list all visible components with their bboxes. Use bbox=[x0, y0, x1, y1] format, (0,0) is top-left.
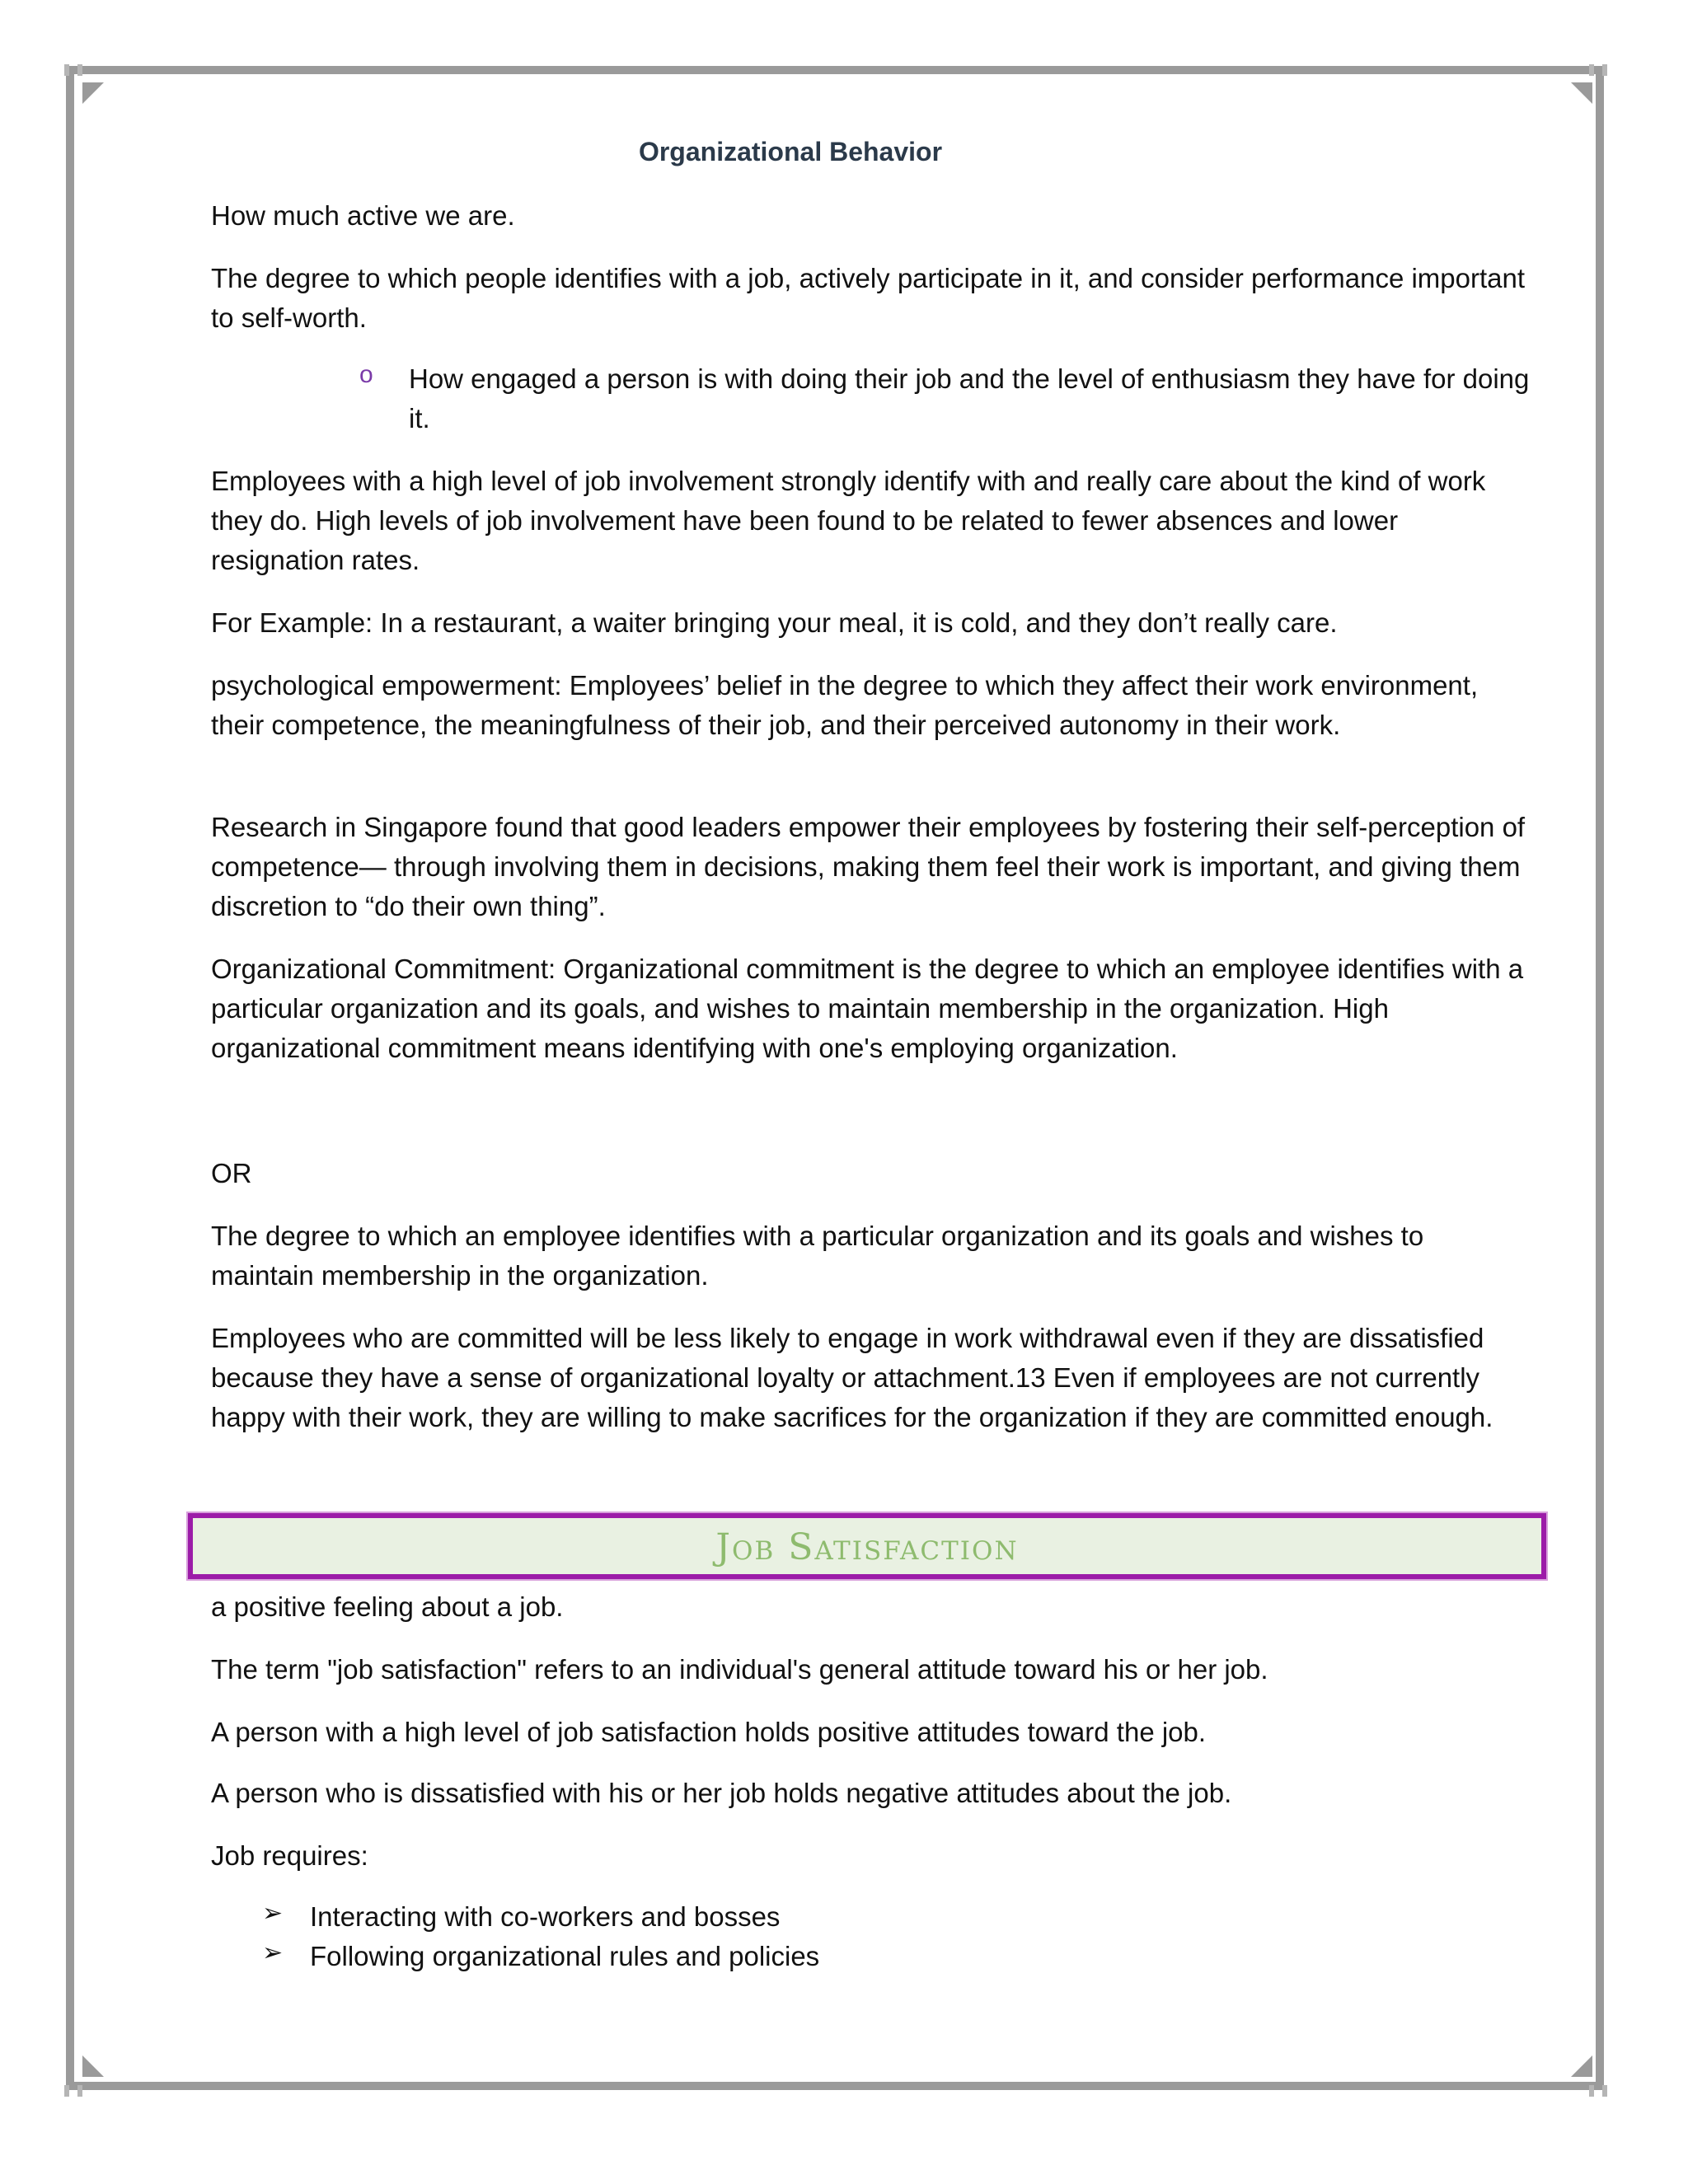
paragraph: psychological empowerment: Employees’ belief in the degree to which they affect their work environment, their competence, the meaningfulness of their job, and their perceived autonomy in their work. bbox=[211, 670, 1479, 740]
paragraph: Research in Singapore found that good leaders empower their employees by fostering their self-perception of competence— through involving them in decisions, making them feel their work is important, and giving them discretion to “do their own thing”. bbox=[211, 812, 1526, 921]
corner-triangle-bottom-left bbox=[82, 2055, 104, 2077]
list-item: Following organizational rules and policies bbox=[310, 1941, 820, 1971]
section-paragraph: A person who is dissatisfied with his or her job holds negative attitudes about the job. bbox=[211, 1778, 1232, 1808]
corner-tick bbox=[1589, 2085, 1594, 2097]
page-title: Organizational Behavior bbox=[638, 137, 943, 166]
section-paragraph: Job requires: bbox=[211, 1840, 368, 1871]
section-paragraph: A person with a high level of job satisfaction holds positive attitudes toward the job. bbox=[211, 1717, 1207, 1747]
paragraph: The degree to which people identifies with a job, actively participate in it, and consider performance important to self-worth. bbox=[211, 263, 1526, 333]
paragraph: For Example: In a restaurant, a waiter bringing your meal, it is cold, and they don’t really care. bbox=[211, 607, 1338, 638]
sub-bullet-marker: o bbox=[359, 361, 373, 388]
corner-tick bbox=[1589, 64, 1594, 76]
corner-tick bbox=[64, 64, 69, 76]
paragraph: Employees with a high level of job involvement strongly identify with and really care about the kind of work they do. High levels of job involvement have been found to be related to fewer absences and lower resignation rates. bbox=[211, 466, 1486, 575]
section-paragraph: The term "job satisfaction" refers to an individual's general attitude toward his or her job. bbox=[211, 1654, 1268, 1685]
sub-bullet-text: How engaged a person is with doing their job and the level of enthusiasm they have for doing it. bbox=[409, 363, 1530, 434]
paragraph: Organizational Commitment: Organizational commitment is the degree to which an employee identifies with a particular organization and its goals, and wishes to maintain membership in the organization. High organizational commitment means identifying with one's employing organization. bbox=[211, 954, 1524, 1063]
corner-triangle-top-left bbox=[82, 82, 104, 104]
paragraph: How much active we are. bbox=[211, 200, 515, 231]
corner-tick bbox=[77, 2085, 82, 2097]
paragraph: The degree to which an employee identifies with a particular organization and its goals and wishes to maintain membership in the organization. bbox=[211, 1221, 1424, 1291]
page-border-bottom bbox=[66, 2082, 1604, 2090]
list-item: Interacting with co-workers and bosses bbox=[310, 1901, 781, 1932]
arrow-bullet-icon: ➢ bbox=[262, 1900, 284, 1927]
corner-tick bbox=[77, 64, 82, 76]
corner-triangle-top-right bbox=[1571, 82, 1592, 104]
page-border-left bbox=[66, 66, 74, 2090]
corner-triangle-bottom-right bbox=[1571, 2055, 1592, 2077]
corner-tick bbox=[1602, 2085, 1607, 2097]
section-heading: Job Satisfaction bbox=[715, 1526, 1019, 1568]
section-paragraph: a positive feeling about a job. bbox=[211, 1591, 564, 1622]
section-heading-box bbox=[188, 1513, 1546, 1579]
page-border-right bbox=[1596, 66, 1604, 2090]
paragraph: OR bbox=[211, 1158, 252, 1188]
corner-tick bbox=[64, 2085, 69, 2097]
corner-tick bbox=[1602, 64, 1607, 76]
paragraph: Employees who are committed will be less likely to engage in work withdrawal even if they are dissatisfied because they have a sense of organizational loyalty or attachment.13 Even if employees are not currently happy with their work, they are willing to make sacrifices for the organization if they are committed enough. bbox=[211, 1323, 1493, 1432]
arrow-bullet-icon: ➢ bbox=[262, 1939, 284, 1966]
page-border-top bbox=[66, 66, 1604, 74]
